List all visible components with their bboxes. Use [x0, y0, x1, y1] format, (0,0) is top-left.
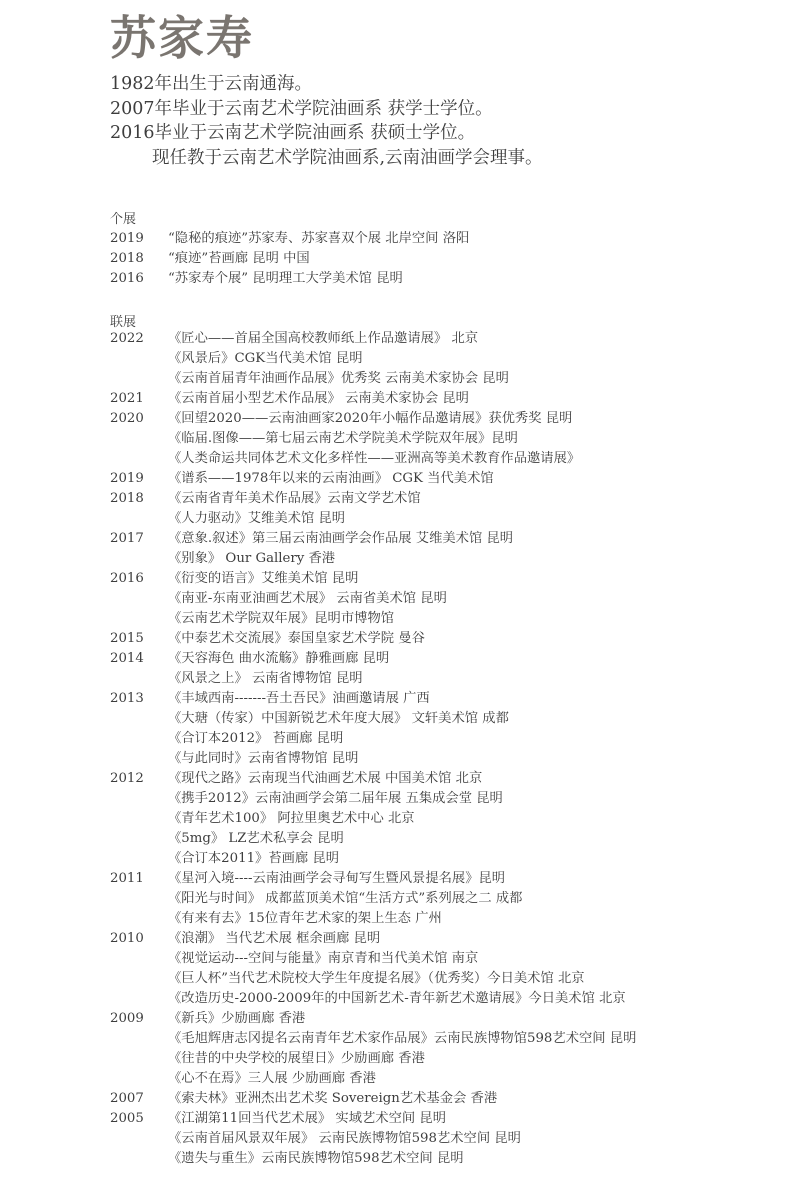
exhibition-entry — [110, 729, 636, 749]
entry-text: 《5mg》 LZ艺术私享会 昆明 — [168, 831, 344, 846]
entry-text: 《有来有去》15位青年艺术家的架上生态 广州 — [168, 911, 442, 926]
entry-year — [110, 949, 168, 969]
solo-exhibition-list — [110, 229, 469, 289]
entry-year — [110, 809, 168, 829]
entry-year — [110, 889, 168, 909]
bio-line: 现任教于云南艺术学院油画系,云南油画学会理事。 — [152, 147, 543, 168]
entry-text: 《衍变的语言》艾维美术馆 昆明 — [168, 571, 359, 586]
entry-text: 《青年艺术100》 阿拉里奥艺术中心 北京 — [168, 811, 415, 826]
entry-text: 《云南省青年美术作品展》云南文学艺术馆 — [168, 491, 421, 506]
entry-year: 2022 — [110, 331, 144, 346]
entry-year — [110, 549, 168, 569]
exhibition-entry — [110, 969, 636, 989]
exhibition-entry — [110, 989, 636, 1009]
entry-year: 2011 — [110, 871, 144, 886]
entry-year: 2010 — [110, 931, 144, 946]
entry-text: 《浪潮》 当代艺术展 框余画廊 昆明 — [168, 931, 381, 946]
entry-year — [110, 1029, 168, 1049]
entry-text: 《天容海色 曲水流觞》静雅画廊 昆明 — [168, 651, 390, 666]
solo-section-title: 个展 — [110, 212, 137, 227]
exhibition-entry — [110, 1129, 636, 1149]
exhibition-entry — [110, 769, 636, 789]
entry-text: 《巨人杯”当代艺术院校大学生年度提名展》（优秀奖）今日美术馆 北京 — [168, 971, 585, 986]
entry-year: 2013 — [110, 691, 144, 706]
entry-year — [110, 589, 168, 609]
exhibition-entry — [110, 1009, 636, 1029]
entry-year — [110, 1129, 168, 1149]
entry-year: 2020 — [110, 411, 144, 426]
entry-year: 2007 — [110, 1091, 144, 1106]
entry-text: “隐秘的痕迹”苏家寿、苏家喜双个展 北岸空间 洛阳 — [168, 231, 470, 246]
entry-text: 《风景之上》 云南省博物馆 昆明 — [168, 671, 363, 686]
exhibition-entry — [110, 789, 636, 809]
entry-year — [110, 989, 168, 1009]
exhibition-entry — [110, 869, 636, 889]
entry-text: 《遗失与重生》云南民族博物馆598艺术空间 昆明 — [168, 1151, 464, 1166]
entry-year — [110, 829, 168, 849]
entry-text: 《合订本2011》苔画廊 昆明 — [168, 851, 340, 866]
entry-year: 2009 — [110, 1011, 144, 1026]
entry-year: 2019 — [110, 471, 144, 486]
entry-year: 2018 — [110, 251, 144, 266]
entry-text: 《阳光与时间》 成都蓝顶美术馆“生活方式”系列展之二 成都 — [168, 891, 523, 906]
entry-year — [110, 1069, 168, 1089]
exhibition-entry — [110, 849, 636, 869]
entry-text: 《云南首届小型艺术作品展》 云南美术家协会 昆明 — [168, 391, 469, 406]
exhibition-entry — [110, 409, 636, 429]
exhibition-entry — [110, 829, 636, 849]
exhibition-entry — [110, 809, 636, 829]
entry-text: 《心不在焉》三人展 少励画廊 香港 — [168, 1071, 376, 1086]
entry-year — [110, 729, 168, 749]
exhibition-entry — [110, 429, 636, 449]
exhibition-entry — [110, 709, 636, 729]
entry-year — [110, 909, 168, 929]
entry-year — [110, 609, 168, 629]
exhibition-entry — [110, 529, 636, 549]
entry-text: “苏家寿个展” 昆明理工大学美术馆 昆明 — [168, 271, 403, 286]
exhibition-entry — [110, 549, 636, 569]
entry-year: 2012 — [110, 771, 144, 786]
group-exhibition-list — [110, 329, 636, 1169]
exhibition-entry — [110, 249, 469, 269]
exhibition-entry — [110, 949, 636, 969]
entry-year: 2016 — [110, 271, 144, 286]
entry-year — [110, 449, 168, 469]
entry-year: 2015 — [110, 631, 144, 646]
exhibition-entry — [110, 689, 636, 709]
entry-year — [110, 709, 168, 729]
exhibition-entry — [110, 649, 636, 669]
entry-text: 《意象.叙述》第三届云南油画学会作品展 艾维美术馆 昆明 — [168, 531, 514, 546]
entry-year — [110, 1049, 168, 1069]
exhibition-entry — [110, 1069, 636, 1089]
entry-year — [110, 969, 168, 989]
entry-text: 《与此同时》云南省博物馆 昆明 — [168, 751, 359, 766]
entry-year: 2019 — [110, 231, 144, 246]
bio-line: 1982年出生于云南通海。 — [110, 74, 313, 94]
exhibition-entry — [110, 449, 636, 469]
entry-year — [110, 1149, 168, 1169]
entry-year — [110, 369, 168, 389]
entry-text: 《索夫林》亚洲杰出艺术奖 Sovereign艺术基金会 香港 — [168, 1091, 498, 1106]
entry-text: 《匠心——首届全国高校教师纸上作品邀请展》 北京 — [168, 331, 479, 346]
entry-year — [110, 789, 168, 809]
entry-year: 2005 — [110, 1111, 144, 1126]
entry-year — [110, 509, 168, 529]
entry-text: 《新兵》少励画廊 香港 — [168, 1011, 306, 1026]
exhibition-entry — [110, 369, 636, 389]
entry-text: 《临届.图像——第七届云南艺术学院美术学院双年展》昆明 — [168, 431, 518, 446]
entry-text: 《回望2020——云南油画家2020年小幅作品邀请展》获优秀奖 昆明 — [168, 411, 573, 426]
entry-text: 《南亚-东南亚油画艺术展》 云南省美术馆 昆明 — [168, 591, 447, 606]
entry-text: 《丰域西南-------吾土吾民》油画邀请展 广西 — [168, 691, 430, 706]
exhibition-entry — [110, 569, 636, 589]
exhibition-entry — [110, 389, 636, 409]
exhibition-entry — [110, 269, 469, 289]
entry-text: 《往昔的中央学校的展望日》少励画廊 香港 — [168, 1051, 425, 1066]
exhibition-entry — [110, 889, 636, 909]
exhibition-entry — [110, 469, 636, 489]
exhibition-entry — [110, 669, 636, 689]
entry-year: 2017 — [110, 531, 144, 546]
entry-text: 《毛旭辉唐志冈提名云南青年艺术家作品展》云南民族博物馆598艺术空间 昆明 — [168, 1031, 637, 1046]
entry-text: 《云南首届青年油画作品展》优秀奖 云南美术家协会 昆明 — [168, 371, 509, 386]
bio-line: 2007年毕业于云南艺术学院油画系 获学士学位。 — [110, 98, 493, 119]
exhibition-entry — [110, 589, 636, 609]
entry-year — [110, 849, 168, 869]
artist-name: 苏家寿 — [110, 11, 254, 65]
exhibition-entry — [110, 489, 636, 509]
entry-text: “痕迹”苔画廊 昆明 中国 — [168, 251, 310, 266]
entry-text: 《改造历史-2000-2009年的中国新艺术-青年新艺术邀请展》今日美术馆 北京 — [168, 991, 626, 1006]
exhibition-entry — [110, 349, 636, 369]
entry-text: 《大瑭（传家）中国新锐艺术年度大展》 文轩美术馆 成都 — [168, 711, 509, 726]
bio-section — [110, 72, 543, 170]
entry-year — [110, 669, 168, 689]
entry-text: 《风景后》CGK当代美术馆 昆明 — [168, 351, 363, 366]
entry-text: 《人力驱动》艾维美术馆 昆明 — [168, 511, 346, 526]
entry-text: 《江湖第11回当代艺术展》 实域艺术空间 昆明 — [168, 1111, 447, 1126]
exhibition-entry — [110, 629, 636, 649]
exhibition-entry — [110, 1109, 636, 1129]
entry-text: 《星河入境----云南油画学会寻甸写生暨风景提名展》昆明 — [168, 871, 506, 886]
exhibition-entry — [110, 909, 636, 929]
entry-year: 2016 — [110, 571, 144, 586]
entry-year — [110, 749, 168, 769]
exhibition-entry — [110, 229, 469, 249]
entry-year — [110, 429, 168, 449]
entry-text: 《别象》 Our Gallery 香港 — [168, 551, 336, 566]
exhibition-entry — [110, 1029, 636, 1049]
exhibition-entry — [110, 609, 636, 629]
exhibition-entry — [110, 329, 636, 349]
entry-year: 2018 — [110, 491, 144, 506]
exhibition-entry — [110, 1149, 636, 1169]
entry-text: 《中泰艺术交流展》泰国皇家艺术学院 曼谷 — [168, 631, 425, 646]
exhibition-entry — [110, 1089, 636, 1109]
entry-text: 《人类命运共同体艺术文化多样性——亚洲高等美术教育作品邀请展》 — [168, 451, 581, 466]
exhibition-entry — [110, 929, 636, 949]
entry-text: 《谱系——1978年以来的云南油画》 CGK 当代美术馆 — [168, 471, 494, 486]
exhibition-entry — [110, 749, 636, 769]
entry-text: 《合订本2012》 苔画廊 昆明 — [168, 731, 344, 746]
group-section-title: 联展 — [110, 315, 137, 330]
entry-year: 2014 — [110, 651, 144, 666]
bio-line: 2016毕业于云南艺术学院油画系 获硕士学位。 — [110, 123, 476, 143]
exhibition-entry — [110, 1049, 636, 1069]
entry-text: 《云南艺术学院双年展》昆明市博物馆 — [168, 611, 395, 626]
entry-text: 《携手2012》云南油画学会第二届年展 五集成会堂 昆明 — [168, 791, 503, 806]
exhibition-entry — [110, 509, 636, 529]
entry-year: 2021 — [110, 391, 144, 406]
entry-text: 《云南首届风景双年展》 云南民族博物馆598艺术空间 昆明 — [168, 1131, 521, 1146]
entry-text: 《现代之路》云南现当代油画艺术展 中国美术馆 北京 — [168, 771, 483, 786]
entry-year — [110, 349, 168, 369]
entry-text: 《视觉运动---空间与能量》南京青和当代美术馆 南京 — [168, 951, 479, 966]
